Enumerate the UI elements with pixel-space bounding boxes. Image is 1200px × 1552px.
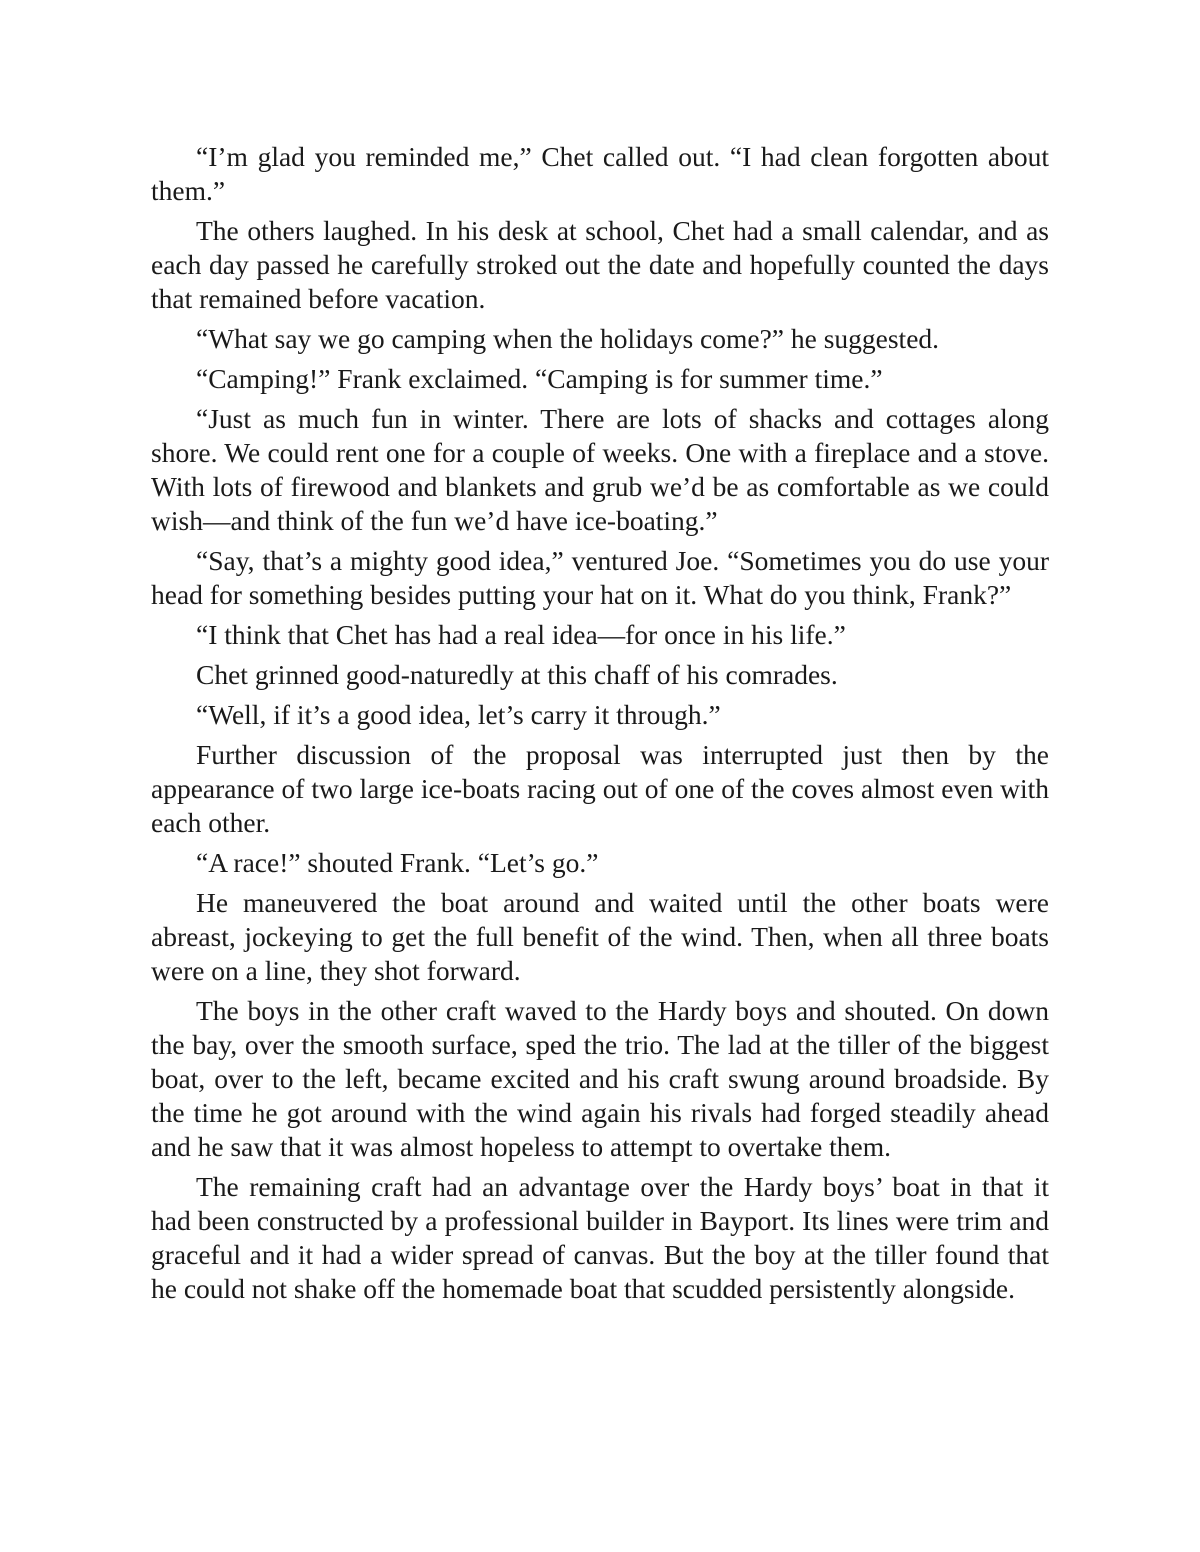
paragraph-9: “Well, if it’s a good idea, let’s carry it through.” [196, 699, 721, 730]
paragraph-12: He maneuvered the boat around and waited until the other boats were abreast, jockeying to get the full benefit of the wind. Then, when all three boats were on a line, they shot forward. [151, 887, 1049, 986]
paragraph-14: The remaining craft had an advantage over the Hardy boys’ boat in that it had been constructed by a professional builder in Bayport. Its lines were trim and graceful and it had a wider spread of canvas. But the boy at the tiller found that he could not shake off the homemade boat that scudded persistently alongside. [151, 1171, 1049, 1304]
paragraph-7: “I think that Chet has had a real idea—for once in his life.” [196, 619, 846, 650]
paragraph-6: “Say, that’s a mighty good idea,” ventured Joe. “Sometimes you do use your head for something besides putting your hat on it. What do you think, Frank?” [151, 545, 1049, 610]
paragraph-5: “Just as much fun in winter. There are lots of shacks and cottages along shore. We could rent one for a couple of weeks. One with a fireplace and a stove. With lots of firewood and blankets and grub we’d be as comfortable as we could wish—and think of the fun we’d have ice-boating.” [151, 403, 1049, 536]
paragraph-8: Chet grinned good-naturedly at this chaff of his comrades. [196, 659, 838, 690]
paragraph-13: The boys in the other craft waved to the Hardy boys and shouted. On down the bay, over the smooth surface, sped the trio. The lad at the tiller of the biggest boat, over to the left, became excited and his craft swung around broadside. By the time he got around with the wind again his rivals had forged steadily ahead and he saw that it was almost hopeless to attempt to overtake them. [151, 995, 1049, 1162]
paragraph-11: “A race!” shouted Frank. “Let’s go.” [196, 847, 599, 878]
paragraph-10: Further discussion of the proposal was interrupted just then by the appearance of two large ice-boats racing out of one of the coves almost even with each other. [151, 739, 1049, 838]
paragraph-1: “I’m glad you reminded me,” Chet called out. “I had clean forgotten about them.” [151, 141, 1049, 206]
paragraph-3: “What say we go camping when the holidays come?” he suggested. [196, 323, 940, 354]
paragraph-4: “Camping!” Frank exclaimed. “Camping is for summer time.” [196, 363, 883, 394]
page-body [151, 140, 1049, 1312]
paragraph-2: The others laughed. In his desk at school, Chet had a small calendar, and as each day passed he carefully stroked out the date and hopefully counted the days that remained before vacation. [151, 215, 1049, 314]
